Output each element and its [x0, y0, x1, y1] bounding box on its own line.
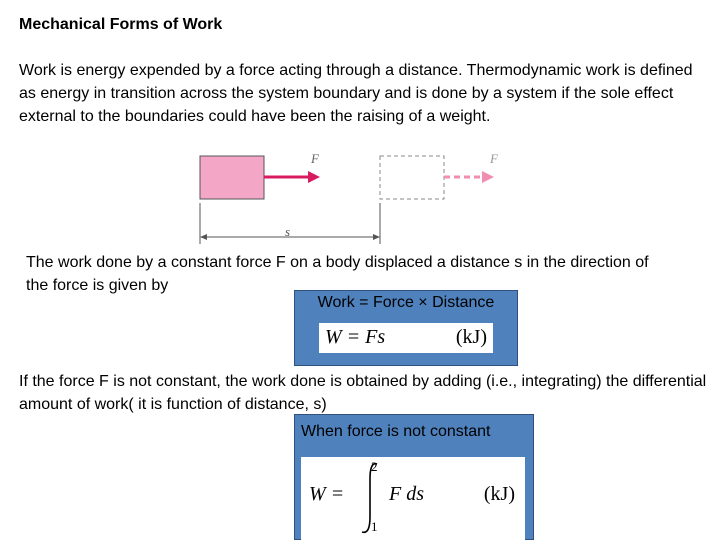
- force-arrow-head: [308, 171, 320, 183]
- force-displacement-figure: [190, 148, 520, 248]
- constant-force-equation-box: [294, 290, 518, 366]
- page-title: Mechanical Forms of Work: [19, 16, 223, 33]
- integral-unit: (kJ): [483, 483, 515, 505]
- equation-lhs: W = Fs: [325, 326, 386, 348]
- distance-arrow-right: [373, 234, 380, 240]
- equation-unit: (kJ): [455, 326, 487, 348]
- block-final: [380, 156, 444, 199]
- integral-lower-limit: 1: [371, 519, 378, 534]
- integrand: F ds: [389, 483, 424, 505]
- block-initial: [200, 156, 264, 199]
- constant-force-paragraph: The work done by a constant force F on a body displaced a distance s in the direction of the force is given by: [26, 254, 649, 294]
- variable-force-equation-box: [294, 414, 534, 540]
- variable-force-paragraph: If the force F is not constant, the work done is obtained by adding (i.e., integrating) the differential amount of work( it is function of distance, s): [19, 373, 707, 413]
- work-formula-label: Work = Force × Distance: [317, 294, 495, 311]
- force-arrow-final-head: [482, 171, 494, 183]
- force-label-final: F: [490, 151, 498, 166]
- constant-force-equation: [319, 323, 493, 353]
- work-definition-paragraph: Work is energy expended by a force acting through a distance. Thermodynamic work is defined as energy in transition across the system boundary and is done by a system if the sole effect external to the boundaries could have been the raising of a weight.: [19, 62, 693, 125]
- integral-equation: [301, 457, 525, 541]
- integral-lhs: W =: [309, 483, 345, 505]
- distance-label: s: [285, 224, 291, 239]
- force-label-initial: F: [311, 151, 319, 166]
- variable-force-label: When force is not constant: [301, 423, 491, 440]
- distance-arrow-left: [200, 234, 207, 240]
- integral-upper-limit: 2: [371, 459, 378, 474]
